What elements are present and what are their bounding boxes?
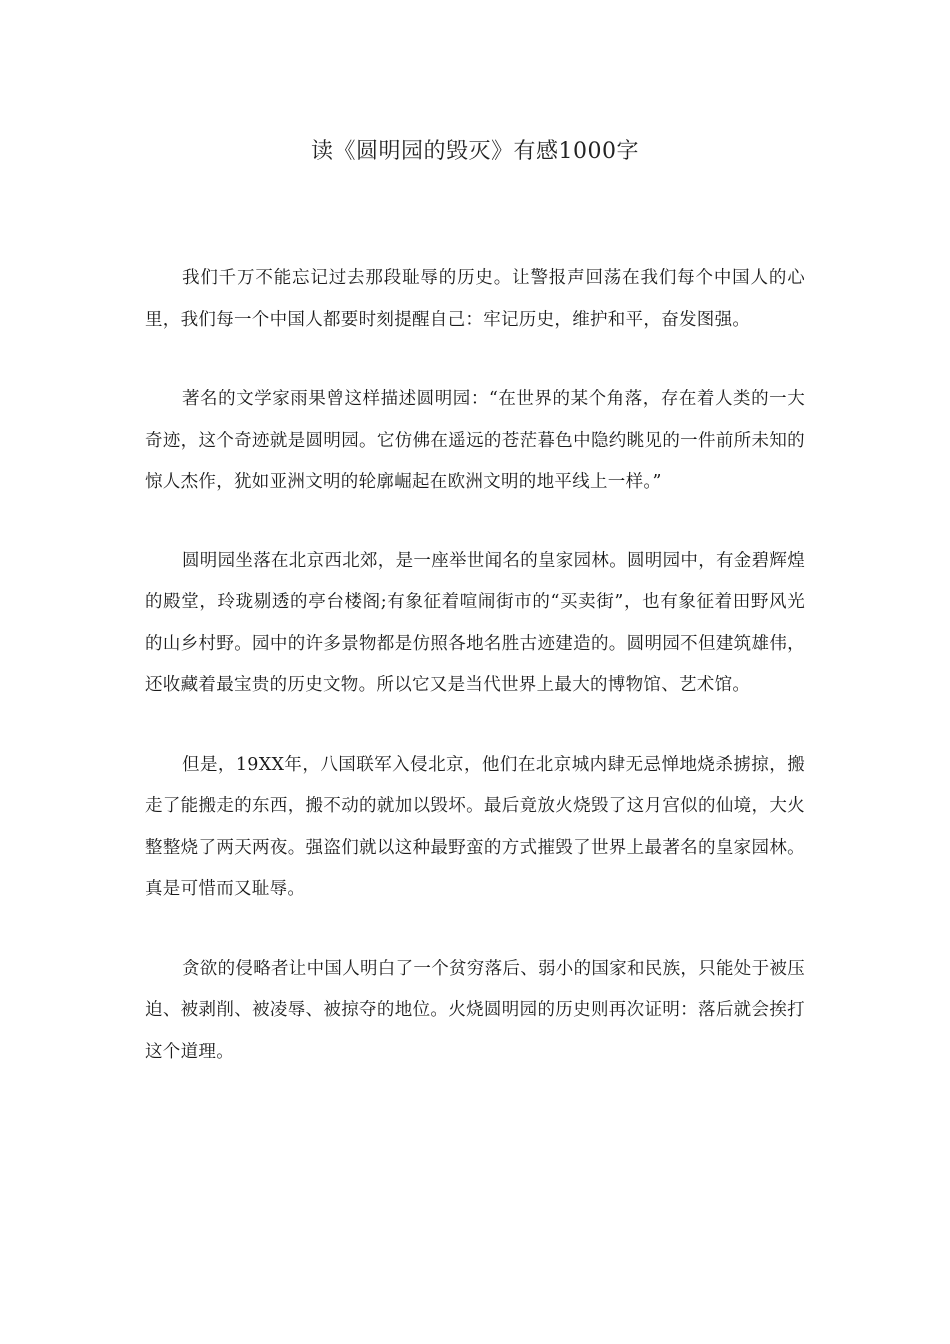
paragraph-1: 我们千万不能忘记过去那段耻辱的历史。让警报声回荡在我们每个中国人的心里，我们每一个中国人都要时刻提醒自己：牢记历史，维护和平，奋发图强。 — [145, 268, 805, 330]
paragraph-4: 但是，19XX年，八国联军入侵北京，他们在北京城内肆无忌惮地烧杀掳掠，搬走了能搬走的东西，搬不动的就加以毁坏。最后竟放火烧毁了这月宫似的仙境，大火整整烧了两天两夜。强盗们就以这种最野蛮的方式摧毁了世界上最著名的皇家园林。真是可惜而又耻辱。 — [145, 754, 805, 899]
document-title: 读《圆明园的毁灭》有感1000字 — [311, 139, 639, 164]
paragraph-5: 贪欲的侵略者让中国人明白了一个贫穷落后、弱小的国家和民族，只能处于被压迫、被剥削、被凌辱、被掠夺的地位。火烧圆明园的历史则再次证明：落后就会挨打这个道理。 — [145, 958, 805, 1062]
document-body — [145, 258, 805, 1113]
paragraph-3: 圆明园坐落在北京西北郊，是一座举世闻名的皇家园林。圆明园中，有金碧辉煌的殿堂，玲珑剔透的亭台楼阁;有象征着喧闹街市的“买卖街”，也有象征着田野风光的山乡村野。园中的许多景物都是仿照各地名胜古迹建造的。圆明园不但建筑雄伟，还收藏着最宝贵的历史文物。所以它又是当代世界上最大的博物馆、艺术馆。 — [145, 550, 805, 695]
paragraph-2: 著名的文学家雨果曾这样描述圆明园：“在世界的某个角落，存在着人类的一大奇迹，这个奇迹就是圆明园。它仿佛在遥远的苍茫暮色中隐约眺见的一件前所未知的惊人杰作，犹如亚洲文明的轮廓崛起在欧洲文明的地平线上一样。” — [145, 389, 805, 492]
